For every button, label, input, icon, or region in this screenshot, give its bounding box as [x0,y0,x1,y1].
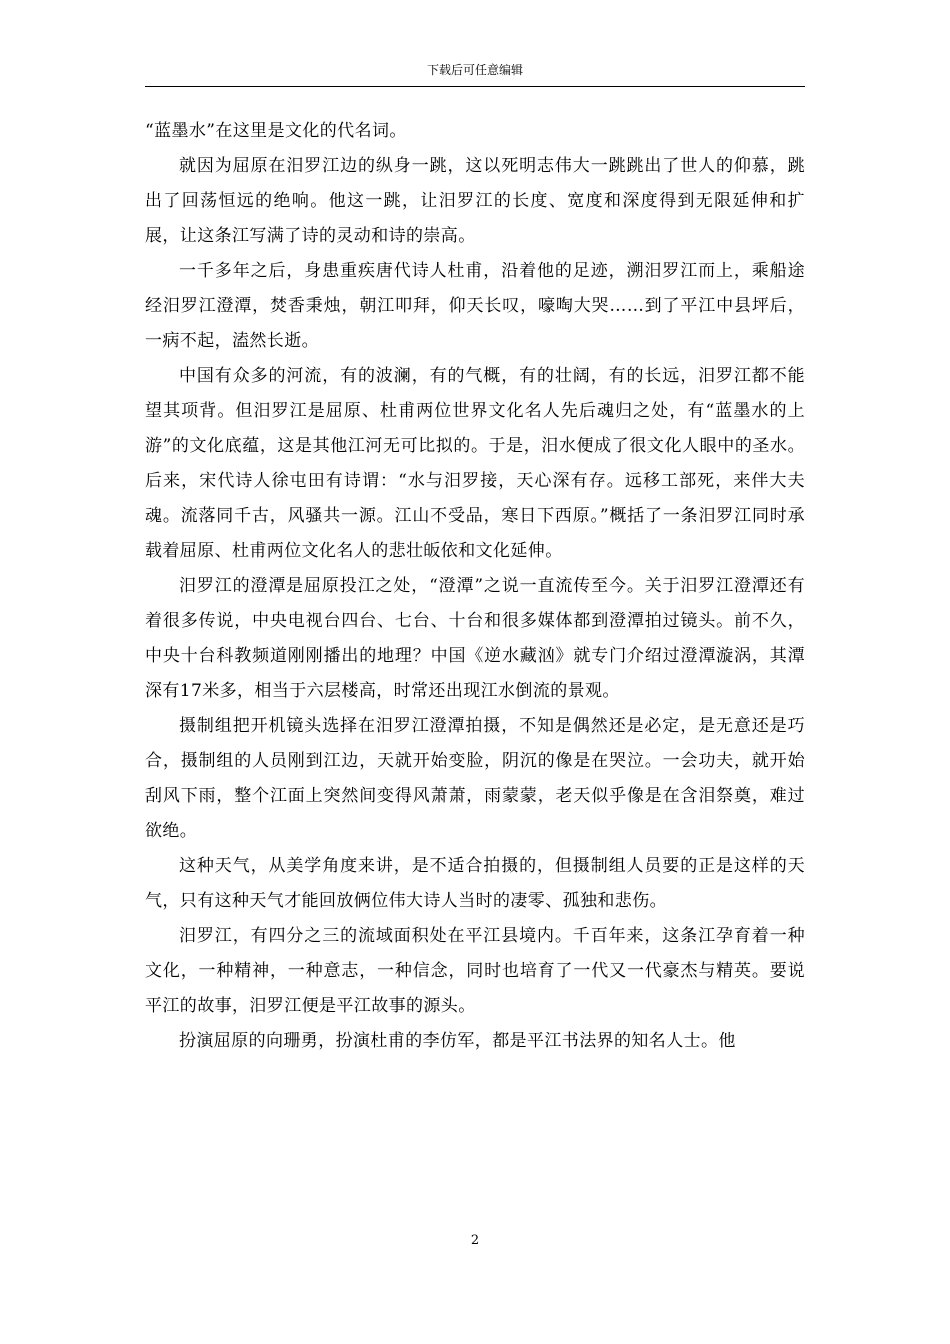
paragraph: “蓝墨水”在这里是文化的代名词。 [145,121,407,141]
paragraph: 汨罗江的澄潭是屈原投江之处，“澄潭”之说一直流传至今。关于汨罗江澄潭还有着很多传说，中央电视台四台、七台、十台和很多媒体都到澄潭拍过镜头。前不久，中央十台科教频道刚刚播出的地理？中国《逆水藏汹》就专门介绍过澄潭漩涡，其潭深有17米多，相当于六层楼高，时常还出现江水倒流的景观。 [145,576,805,701]
page-number: 2 [470,1233,480,1248]
paragraph: 这种天气，从美学角度来讲，是不适合拍摄的，但摄制组人员要的正是这样的天气，只有这种天气才能回放俩位伟大诗人当时的凄零、孤独和悲伤。 [145,856,805,911]
paragraph: 一千多年之后，身患重疾唐代诗人杜甫，沿着他的足迹，溯汨罗江而上，乘船途经汨罗江澄潭，焚香秉烛，朝江叩拜，仰天长叹，嚎啕大哭……到了平江中县坪后，一病不起，溘然长逝。 [145,261,805,351]
paragraph: 摄制组把开机镜头选择在汨罗江澄潭拍摄，不知是偶然还是必定，是无意还是巧合，摄制组的人员刚到江边，天就开始变脸，阴沉的像是在哭泣。一会功夫，就开始刮风下雨，整个江面上突然间变得风萧萧，雨蒙蒙，老天似乎像是在含泪祭奠，难过欲绝。 [145,716,805,841]
page-header: 下载后可任意编辑 [426,63,523,77]
body-text [145,114,805,1059]
header-rule [145,86,805,87]
paragraph: 汨罗江，有四分之三的流域面积处在平江县境内。千百年来，这条江孕育着一种文化，一种精神，一种意志，一种信念，同时也培育了一代又一代豪杰与精英。要说平江的故事，汨罗江便是平江故事的源头。 [145,926,805,1016]
paragraph: 扮演屈原的向珊勇，扮演杜甫的李仿军，都是平江书法界的知名人士。他 [179,1031,736,1051]
paragraph: 就因为屈原在汨罗江边的纵身一跳，这以死明志伟大一跳跳出了世人的仰慕，跳出了回荡恒远的绝响。他这一跳，让汨罗江的长度、宽度和深度得到无限延伸和扩展，让这条江写满了诗的灵动和诗的崇高。 [145,156,805,246]
paragraph: 中国有众多的河流，有的波澜，有的气概，有的壮阔，有的长远，汨罗江都不能望其项背。但汨罗江是屈原、杜甫两位世界文化名人先后魂归之处，有“蓝墨水的上游”的文化底蕴，这是其他江河无可比拟的。于是，汨水便成了很文化人眼中的圣水。后来，宋代诗人徐屯田有诗谓：“水与汨罗接，天心深有存。远移工部死，来伴大夫魂。流落同千古，风骚共一源。江山不受品，寒日下西原。”概括了一条汨罗江同时承载着屈原、杜甫两位文化名人的悲壮皈依和文化延伸。 [145,366,805,561]
